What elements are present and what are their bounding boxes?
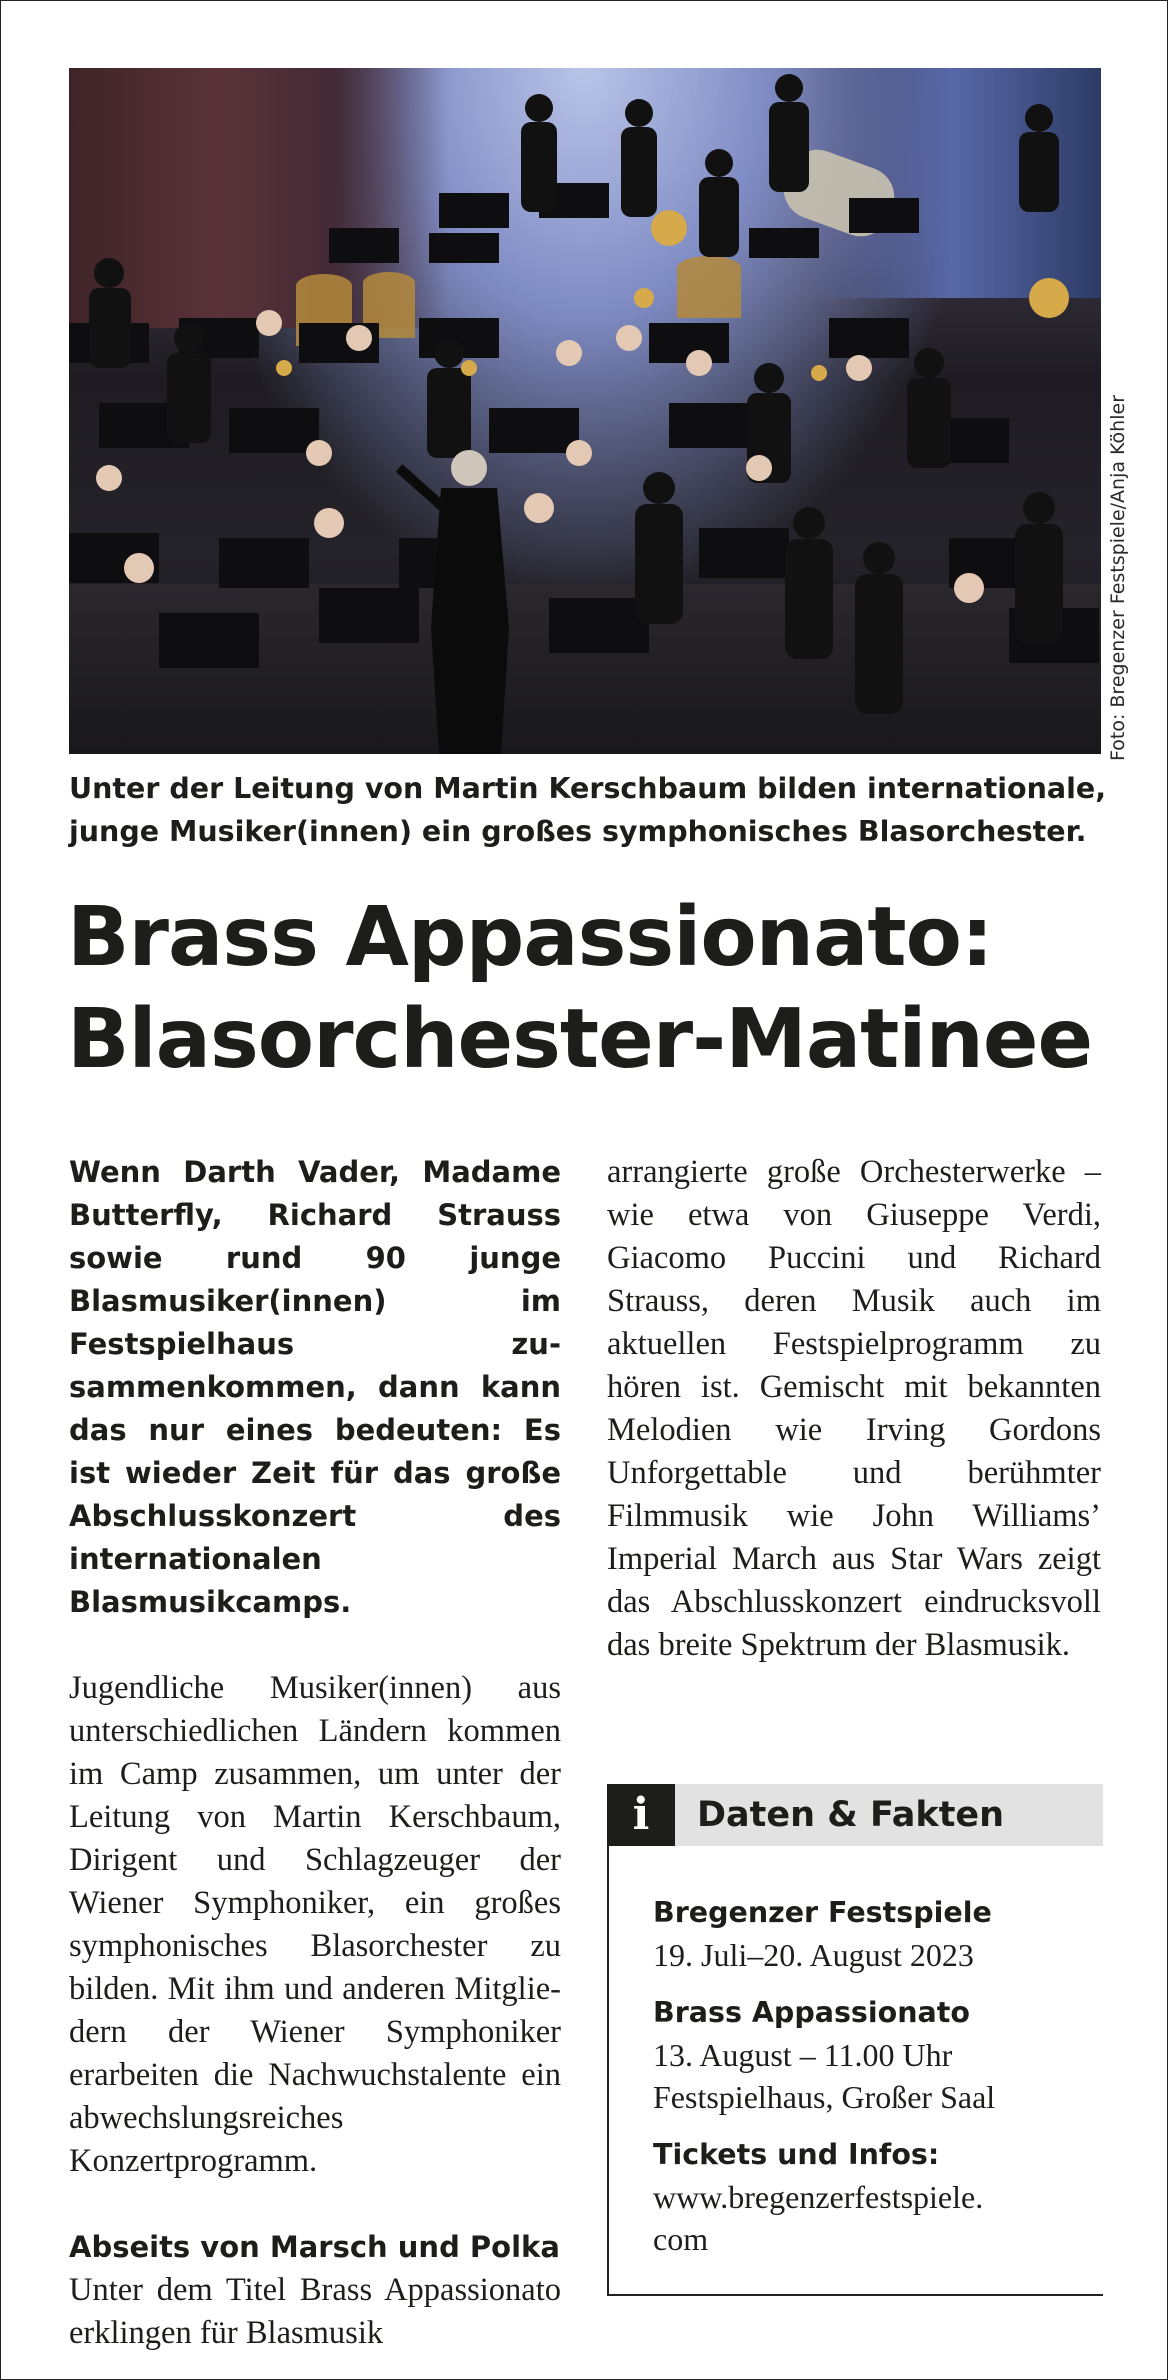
photo-credit-text: Foto: Bregenzer Festspiele/Anja Köhler (1107, 394, 1129, 761)
article-column-right (607, 1151, 1101, 1667)
facts-tickets (653, 2134, 1093, 2260)
article-column-left (69, 1151, 561, 2355)
facts-tickets-url-1: www.bregenzerfestspiele. (653, 2179, 984, 2215)
facts-header (607, 1784, 1103, 1846)
facts-event-label: Brass Appassionato (653, 1996, 970, 2029)
facts-festival (653, 1892, 1093, 1976)
facts-festival-dates: 19. Juli–20. August 2023 (653, 1937, 974, 1973)
headline-line-2: Blasorchester-Matinee (67, 992, 1093, 1087)
facts-event-venue: Festspielhaus, Großer Saal (653, 2079, 996, 2115)
facts-tickets-label: Tickets und Infos: (653, 2138, 940, 2171)
orchestra-photo (69, 68, 1101, 754)
info-icon: i (607, 1784, 675, 1846)
facts-event-date: 13. August – 11.00 Uhr (653, 2037, 953, 2073)
article-subhead: Abseits von Marsch und Polka (69, 2230, 560, 2264)
article-paragraph-3-continued: arrangierte große Orchesterwerke – wie etwa von Giuseppe Verdi, Giacomo Puccini und Richard Strauss, deren Musik auch im aktuellen Festspielprogramm zu hören ist. Gemischt mit bekannten Melodien wie Irving Gordons Unforgettable und berühmter Filmmusik wie John Williams’ Imperial March aus Star Wars zeigt das Abschlusskonzert eindrucksvoll das breite Spektrum der Blasmusik. (607, 1154, 1101, 1663)
facts-tickets-url-2: com (653, 2221, 709, 2257)
photo-credit (1105, 301, 1135, 761)
article-section (69, 2226, 561, 2355)
article-paragraph-2: Jugendliche Musiker(innen) aus unterschiedlichen Ländern kommen im Camp zusammen, um unter der Leitung von Martin Kerschbaum, Dirigent und Schlagzeuger der Wiener Symphoniker, ein großes symphonisches Blasorchester zu bilden. Mit ihm und anderen Mitgliedern der Wiener Symphoniker erarbeiten die Nachwuchstalente ein abwechslungsreiches Konzertprogramm. (69, 1670, 561, 2179)
facts-festival-label: Bregenzer Festspiele (653, 1896, 992, 1929)
orchestra-illustration (69, 68, 1101, 754)
headline-line-1: Brass Appassionato: (67, 890, 993, 985)
article-paragraph-3: Unter dem Titel Brass Appassionato erklingen für Blasmusik (69, 2272, 561, 2351)
facts-body (653, 1892, 1093, 2260)
facts-event (653, 1992, 1093, 2118)
photo-caption: Unter der Leitung von Martin Kerschbaum bilden internationale, junge Musiker(innen) ein großes symphonisches Blasorchester. (69, 772, 1107, 848)
article-headline (67, 887, 1127, 1091)
facts-box (607, 1784, 1103, 2296)
facts-title: Daten & Fakten (697, 1795, 1005, 1835)
article-lead: Wenn Darth Vader, Madame Butterfly, Richard Strauss sowie rund 90 junge Blasmusiker(innen) im Festspielhaus zusammenkommen, dann kann das nur eines bedeuten: Es ist wieder Zeit für das große Abschlusskonzert des internationalen Blasmusikcamps. (69, 1155, 561, 1619)
